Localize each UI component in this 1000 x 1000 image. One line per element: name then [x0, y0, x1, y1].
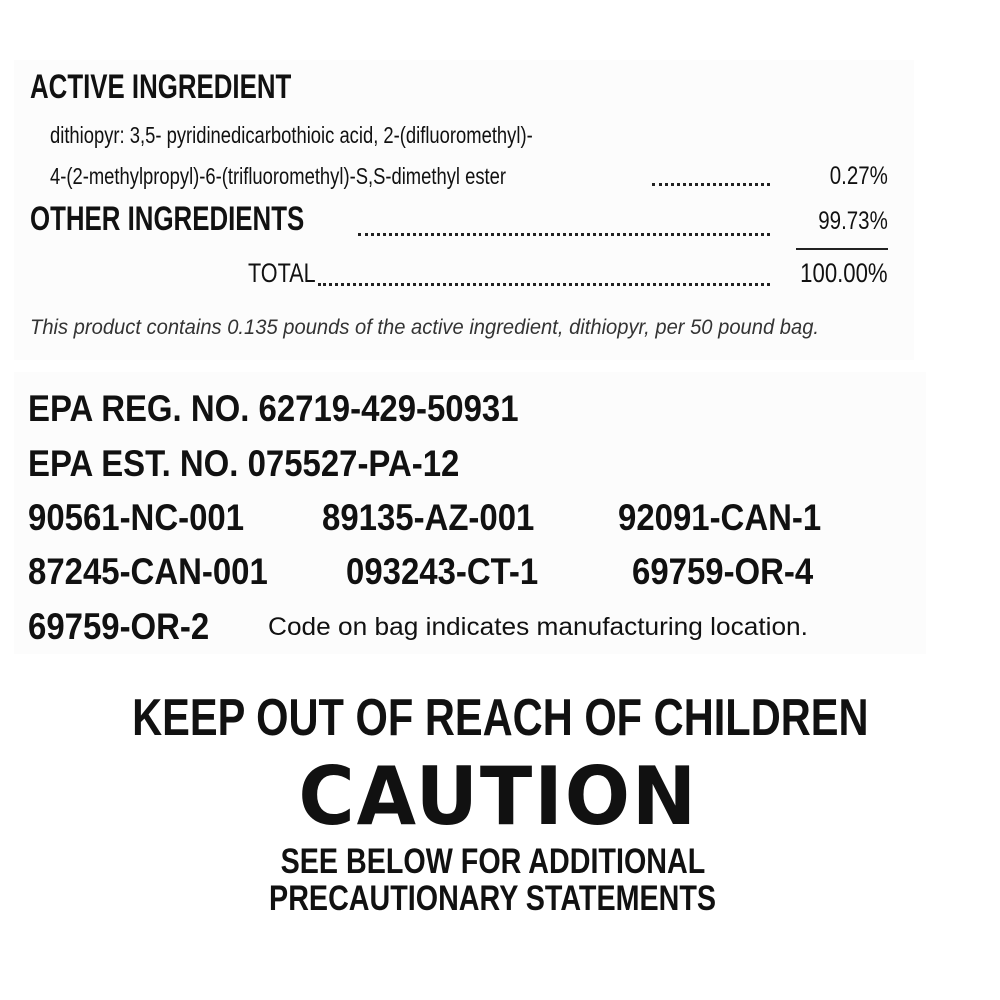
epa-est-no: EPA EST. NO. 075527-PA-12	[28, 443, 460, 484]
code-location-note: Code on bag indicates manufacturing location.	[268, 613, 808, 641]
leader-dots	[318, 283, 770, 286]
establishment-code: 69759-OR-2	[28, 606, 210, 647]
establishment-code: 89135-AZ-001	[322, 497, 535, 538]
establishment-code: 90561-NC-001	[28, 497, 245, 538]
establishment-code: 87245-CAN-001	[28, 551, 268, 592]
active-ingredient-heading: ACTIVE INGREDIENT	[30, 68, 292, 106]
total-rule	[796, 248, 888, 250]
active-ingredient-line-2: 4-(2-methylpropyl)-6-(trifluoromethyl)-S,S-dimethyl ester	[50, 163, 507, 189]
other-ingredients-heading: OTHER INGREDIENTS	[30, 200, 305, 238]
establishment-code: 093243-CT-1	[346, 551, 539, 592]
epa-reg-no: EPA REG. NO. 62719-429-50931	[28, 388, 519, 429]
signal-word: CAUTION	[298, 750, 698, 843]
leader-dots	[358, 233, 770, 236]
establishment-code: 69759-OR-4	[632, 551, 814, 592]
leader-dots	[652, 183, 770, 186]
precaution-note-line-1: SEE BELOW FOR ADDITIONAL	[280, 842, 706, 881]
total-percent: 100.00%	[800, 258, 888, 288]
other-percent: 99.73%	[818, 207, 888, 235]
total-label: TOTAL	[248, 258, 316, 288]
active-ingredient-line-1: dithiopyr: 3,5- pyridinedicarbothioic acid, 2-(difluoromethyl)-	[50, 122, 533, 148]
precaution-note-line-2: PRECAUTIONARY STATEMENTS	[269, 879, 717, 918]
establishment-code: 92091-CAN-1	[618, 497, 822, 538]
active-percent: 0.27%	[829, 162, 888, 190]
active-amount-note: This product contains 0.135 pounds of the active ingredient, dithiopyr, per 50 pound bag.	[30, 316, 820, 339]
keep-out-of-reach-heading: KEEP OUT OF REACH OF CHILDREN	[131, 689, 869, 747]
